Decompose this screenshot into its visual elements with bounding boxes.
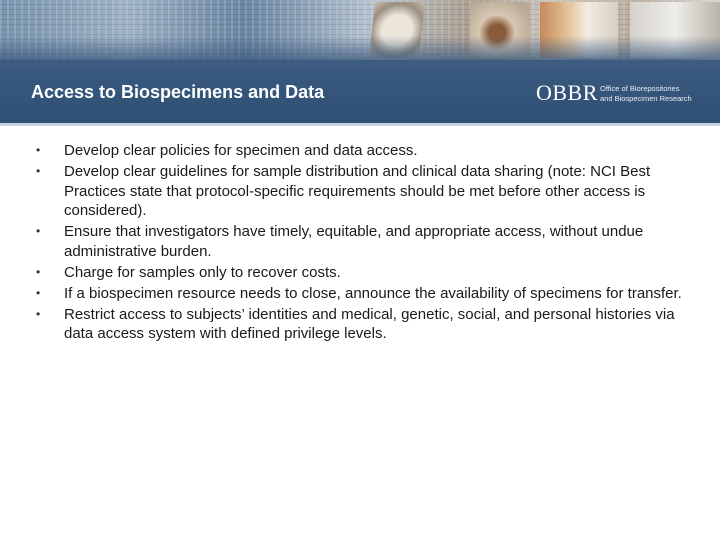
header-divider: [0, 123, 720, 126]
bullet-item: [36, 284, 696, 304]
bullet-icon: •: [36, 143, 41, 157]
bullet-text: Develop clear policies for specimen and data access.: [64, 142, 418, 159]
bullet-text: Ensure that investigators have timely, equitable, and appropriate access, without undue administrative burden.: [64, 223, 644, 260]
bullet-icon: •: [36, 306, 41, 321]
logo-text: [600, 84, 692, 104]
header-banner: [0, 0, 720, 124]
bullet-item: [36, 162, 696, 221]
bullet-text: Charge for samples only to recover costs.: [64, 263, 341, 281]
bullet-item: [36, 222, 696, 261]
bullet-icon: •: [36, 264, 41, 279]
bullet-item: [36, 141, 696, 161]
header-fade: [0, 36, 720, 66]
slide-title: Access to Biospecimens and Data: [31, 82, 325, 102]
bullet-icon: •: [36, 164, 41, 178]
bullet-item: [36, 263, 696, 283]
bullet-item: [36, 305, 696, 344]
bullet-list: [36, 141, 696, 345]
bullet-text: If a biospecimen resource needs to close, announce the availability of specimens for transfer.: [64, 284, 682, 302]
bullet-text: Restrict access to subjects’ identities and medical, genetic, social, and personal histories via data access system with defined privilege levels.: [64, 305, 675, 342]
bullet-icon: •: [36, 285, 41, 300]
logo-line-2: and Biospecimen Research: [600, 94, 692, 103]
bullet-icon: •: [36, 224, 41, 238]
bullet-text: Develop clear guidelines for sample distribution and clinical data sharing (note: NCI Best Practices state that protocol-specific requirements should be met before other access is considered).: [64, 163, 651, 219]
obbr-logo: [536, 80, 706, 110]
logo-mark: OBBR: [536, 80, 598, 105]
logo-line-1: Office of Biorepositories: [600, 84, 680, 93]
